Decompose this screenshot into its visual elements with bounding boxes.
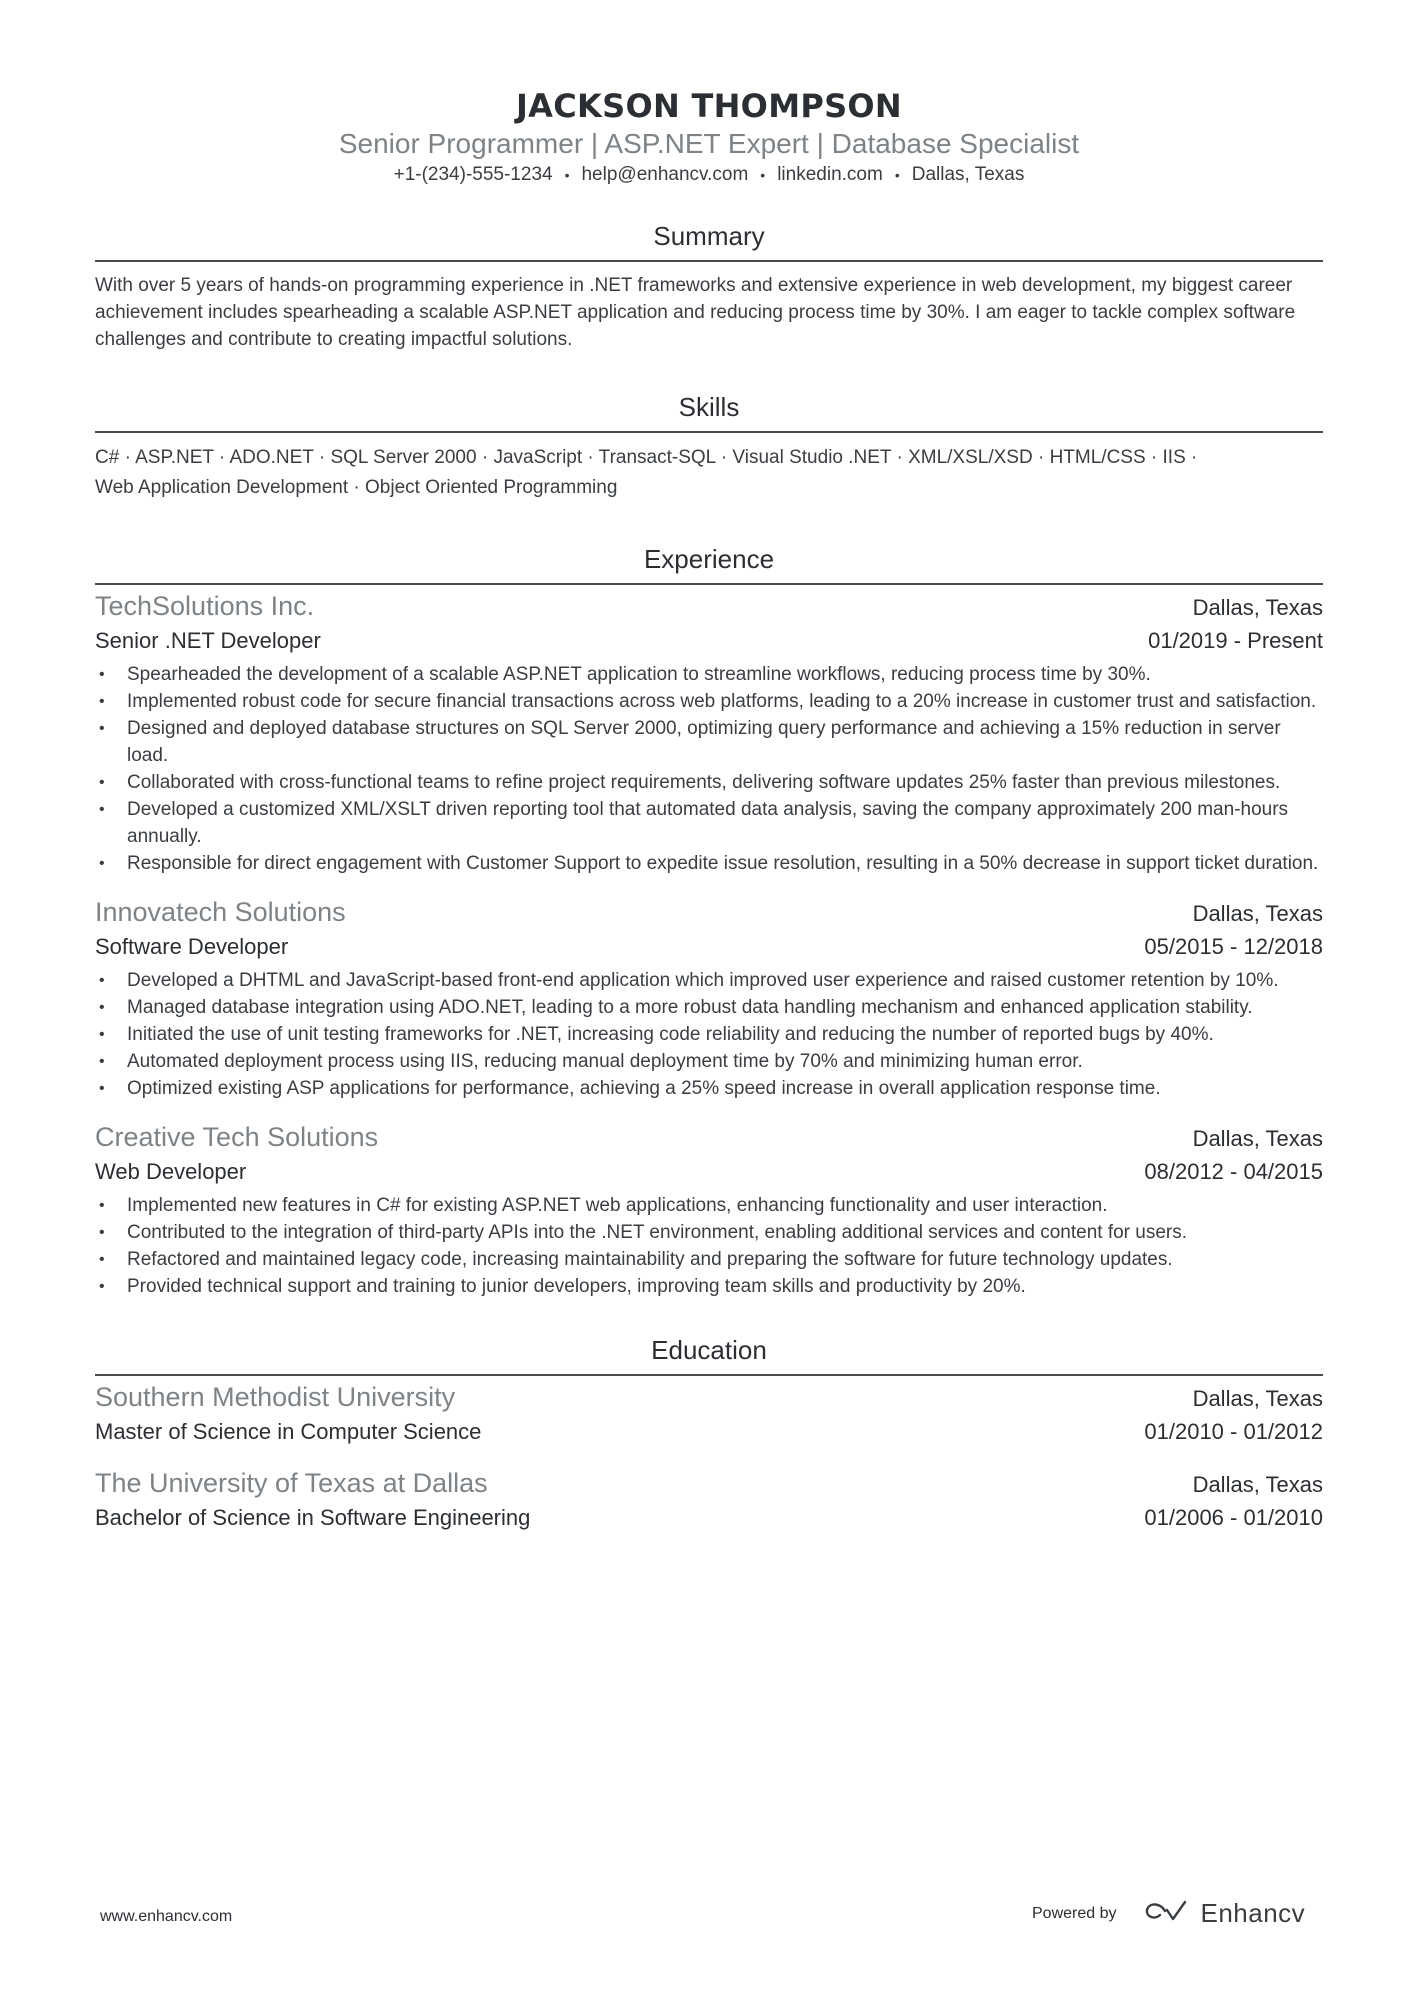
education-dates: 01/2006 - 01/2010 [1144,1505,1323,1531]
education-dates: 01/2010 - 01/2012 [1144,1419,1323,1445]
candidate-name: JACKSON THOMPSON [515,87,903,125]
separator-dot: • [564,167,570,183]
footer-branding [1032,1898,1305,1929]
summary-section [95,218,1323,353]
linkedin[interactable]: linkedin.com [777,164,883,186]
company-name: Innovatech Solutions [95,897,346,928]
job-dates: 05/2015 - 12/2018 [1144,934,1323,960]
list-item: • Initiated the use of unit testing frameworks for .NET, increasing code reliability and reducing the number of reported bugs by 40%. [95,1021,1323,1048]
list-item: • Implemented new features in C# for existing ASP.NET web applications, enhancing functionality and user interaction. [95,1192,1323,1219]
separator-dot: • [760,167,766,183]
degree: Bachelor of Science in Software Engineering [95,1505,531,1531]
school-name: Southern Methodist University [95,1382,456,1413]
contact-line [95,162,1323,188]
list-item: • Automated deployment process using IIS, reducing manual deployment time by 70% and minimizing human error. [95,1048,1323,1075]
phone: +1-(234)-555-1234 [393,164,553,186]
company-name: TechSolutions Inc. [95,591,315,622]
job-dates: 01/2019 - Present [1148,628,1323,654]
job-dates: 08/2012 - 04/2015 [1144,1159,1323,1185]
education-entry [95,1380,1323,1448]
job-bullets [95,1192,1323,1300]
job-role: Software Developer [95,934,289,960]
job-role: Senior .NET Developer [95,628,321,654]
job-location: Dallas, Texas [1192,1126,1323,1152]
job-role: Web Developer [95,1159,247,1185]
email[interactable]: help@enhancv.com [581,164,749,186]
resume-page [95,0,1323,1552]
school-location: Dallas, Texas [1192,1472,1323,1498]
job-location: Dallas, Texas [1192,595,1323,621]
job-bullets [95,967,1323,1102]
skills-line: C# · ASP.NET · ADO.NET · SQL Server 2000 · JavaScript · Transact-SQL · Visual Studio .NET · XML/XSL/XSD · HTML/CSS · IIS · [95,447,1198,469]
company-name: Creative Tech Solutions [95,1122,379,1153]
section-heading: Summary [653,221,765,252]
summary-text: With over 5 years of hands-on programming experience in .NET frameworks and extensive experience in web development, my biggest career achievement includes spearheading a scalable ASP.NET application and reducing process time by 30%. I am eager to tackle complex software challenges and contribute to creating impactful solutions. [95,275,1296,351]
degree: Master of Science in Computer Science [95,1419,482,1445]
section-heading: Education [651,1335,767,1366]
list-item: • Collaborated with cross-functional teams to refine project requirements, delivering software updates 25% faster than previous milestones. [95,769,1323,796]
list-item: • Designed and deployed database structures on SQL Server 2000, optimizing query performance and achieving a 15% reduction in server load. [95,715,1323,769]
section-divider [95,1374,1323,1376]
resume-header [95,0,1323,188]
list-item: • Managed database integration using ADO.NET, leading to a more robust data handling mechanism and enhanced application stability. [95,994,1323,1021]
skills-line: Web Application Development · Object Oriented Programming [95,477,618,499]
section-divider [95,583,1323,585]
location: Dallas, Texas [911,164,1025,186]
education-entry [95,1466,1323,1534]
education-section [95,1332,1323,1534]
list-item: • Spearheaded the development of a scalable ASP.NET application to streamline workflows, reducing process time by 30%. [95,661,1323,688]
list-item: • Refactored and maintained legacy code, increasing maintainability and preparing the software for future technology updates. [95,1246,1323,1273]
section-heading: Skills [678,392,740,423]
list-item: • Implemented robust code for secure financial transactions across web platforms, leading to a 20% increase in customer trust and satisfaction. [95,688,1323,715]
enhancv-logo-icon [1143,1898,1191,1929]
powered-by-label: Powered by [1032,1904,1117,1922]
job-entry [95,895,1323,1102]
list-item: • Developed a DHTML and JavaScript-based front-end application which improved user experience and raised customer retention by 10%. [95,967,1323,994]
section-divider [95,431,1323,433]
section-divider [95,260,1323,262]
list-item: • Contributed to the integration of third-party APIs into the .NET environment, enabling additional services and content for users. [95,1219,1323,1246]
school-name: The University of Texas at Dallas [95,1468,488,1499]
list-item: • Responsible for direct engagement with Customer Support to expedite issue resolution, resulting in a 50% decrease in support ticket duration. [95,850,1323,877]
school-location: Dallas, Texas [1192,1386,1323,1412]
skills-section [95,389,1323,503]
brand-name: Enhancv [1200,1898,1306,1928]
job-bullets [95,661,1323,877]
section-heading: Experience [643,544,775,575]
separator-dot: • [894,167,900,183]
job-entry [95,1120,1323,1300]
list-item: • Developed a customized XML/XSLT driven reporting tool that automated data analysis, saving the company approximately 200 man-hours annually. [95,796,1323,850]
footer-website[interactable]: www.enhancv.com [100,1908,233,1925]
candidate-title: Senior Programmer | ASP.NET Expert | Database Specialist [338,128,1080,159]
list-item: • Optimized existing ASP applications for performance, achieving a 25% speed increase in overall application response time. [95,1075,1323,1102]
experience-section [95,541,1323,1300]
job-location: Dallas, Texas [1192,901,1323,927]
list-item: • Provided technical support and training to junior developers, improving team skills and productivity by 20%. [95,1273,1323,1300]
job-entry [95,589,1323,877]
